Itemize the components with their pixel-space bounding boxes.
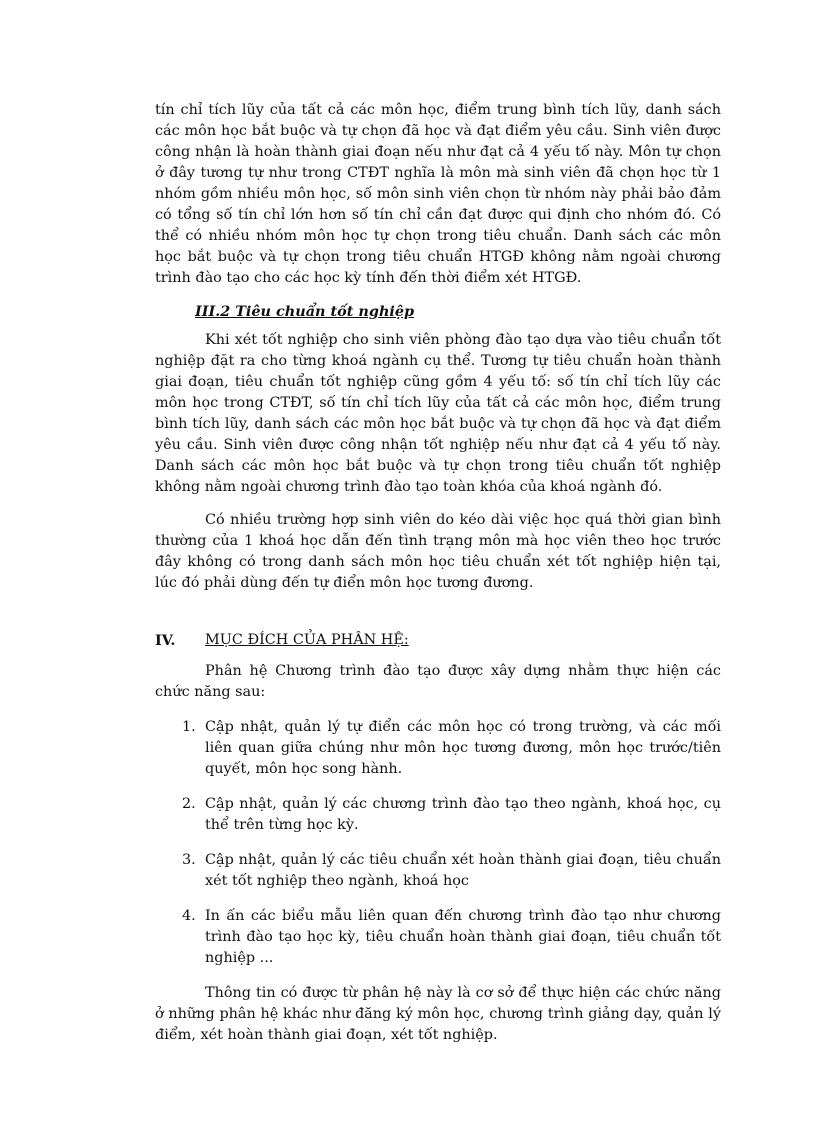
list-item-number: 1. bbox=[182, 719, 196, 735]
list-item-text: In ấn các biểu mẫu liên quan đến chương trình đào tạo như chương trình đào tạo học kỳ, tiêu chuẩn hoàn thành giai đoạn, tiêu chuẩn tốt nghiệp ... bbox=[205, 908, 721, 966]
section-4-intro: Phân hệ Chương trình đào tạo được xây dựng nhằm thực hiện các chức năng sau: bbox=[155, 663, 721, 700]
section-4-closing: Thông tin có được từ phân hệ này là cơ sở để thực hiện các chức năng ở những phân hệ khác như đăng ký môn học, chương trình giảng dạy, quản lý điểm, xét hoàn thành giai đoạn, xét tốt nghiệp. bbox=[155, 985, 721, 1043]
section-3-2-heading: III.2 Tiêu chuẩn tốt nghiệp bbox=[195, 303, 415, 320]
list-item-text: Cập nhật, quản lý tự điển các môn học có trong trường, và các mối liên quan giữa chúng như môn học tương đương, môn học trước/tiên quyết, môn học song hành. bbox=[205, 719, 721, 777]
intro-paragraph: tín chỉ tích lũy của tất cả các môn học, điểm trung bình tích lũy, danh sách các môn học bắt buộc và tự chọn đã học và đạt điểm yêu cầu. Sinh viên được công nhận là hoàn thành giai đoạn nếu như đạt cả 4 yếu tố này. Môn tự chọn ở đây tương tự như trong CTĐT nghĩa là môn mà sinh viên đã chọn học từ 1 nhóm gồm nhiều môn học, số môn sinh viên chọn từ nhóm này phải bảo đảm có tổng số tín chỉ lớn hơn số tín chỉ cần đạt được qui định cho nhóm đó. Có thể có nhiều nhóm môn học tự chọn trong tiêu chuẩn. Danh sách các môn học bắt buộc và tự chọn trong tiêu chuẩn HTGĐ không nằm ngoài chương trình đào tạo cho các học kỳ tính đến thời điểm xét HTGĐ. bbox=[155, 102, 721, 286]
list-item bbox=[155, 906, 721, 969]
section-3-2-paragraph-1: Khi xét tốt nghiệp cho sinh viên phòng đào tạo dựa vào tiêu chuẩn tốt nghiệp đặt ra cho từng khoá ngành cụ thể. Tương tự tiêu chuẩn hoàn thành giai đoạn, tiêu chuẩn tốt nghiệp cũng gồm 4 yếu tố: số tín chỉ tích lũy các môn học trong CTĐT, số tín chỉ tích lũy của tất cả các môn học, điểm trung bình tích lũy, danh sách các môn học bắt buộc và tự chọn đã học và đạt điểm yêu cầu. Sinh viên được công nhận tốt nghiệp nếu như đạt cả 4 yếu tố này. Danh sách các môn học bắt buộc và tự chọn trong tiêu chuẩn tốt nghiệp không nằm ngoài chương trình đào tạo toàn khóa của khoá ngành đó. bbox=[155, 332, 721, 495]
section-4-number: IV. bbox=[155, 632, 176, 649]
list-item-number: 3. bbox=[182, 852, 196, 868]
section-4-title: MỤC ĐÍCH CỦA PHÂN HỆ: bbox=[205, 632, 409, 648]
list-item bbox=[155, 794, 721, 836]
section-3-2-paragraph-2: Có nhiều trường hợp sinh viên do kéo dài việc học quá thời gian bình thường của 1 khoá học dẫn đến tình trạng môn mà học viên theo học trước đây không có trong danh sách môn học tiêu chuẩn xét tốt nghiệp hiện tại, lúc đó phải dùng đến tự điển môn học tương đương. bbox=[155, 512, 721, 591]
list-item-number: 4. bbox=[182, 908, 196, 924]
list-item-number: 2. bbox=[182, 796, 196, 812]
list-item bbox=[155, 717, 721, 780]
list-item bbox=[155, 850, 721, 892]
list-item-text: Cập nhật, quản lý các tiêu chuẩn xét hoàn thành giai đoạn, tiêu chuẩn xét tốt nghiệp theo ngành, khoá học bbox=[205, 852, 721, 889]
section-4-heading bbox=[155, 630, 721, 651]
function-list bbox=[155, 717, 721, 969]
list-item-text: Cập nhật, quản lý các chương trình đào tạo theo ngành, khoá học, cụ thể trên từng học kỳ. bbox=[205, 796, 721, 833]
